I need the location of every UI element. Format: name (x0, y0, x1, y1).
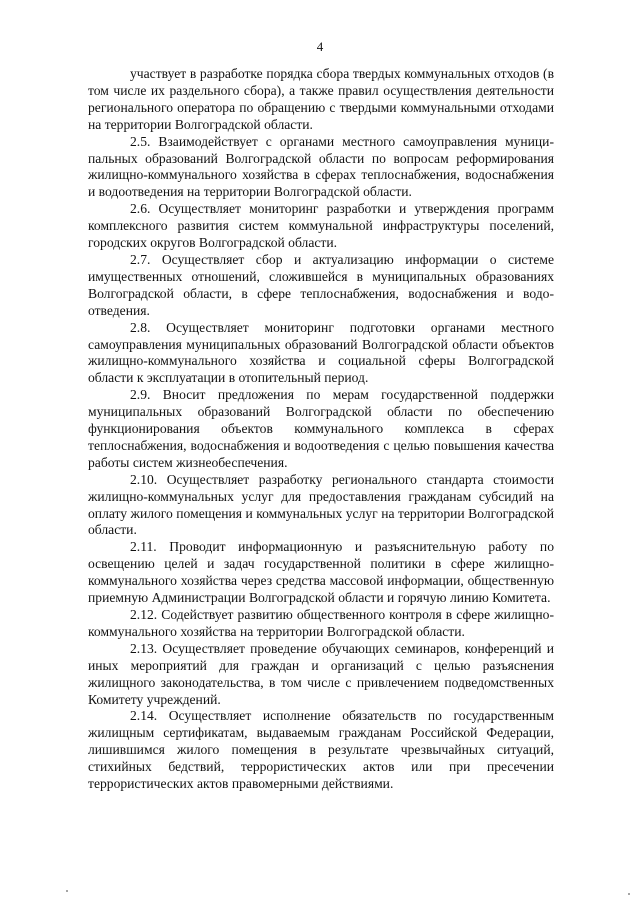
scan-speck (66, 890, 68, 892)
paragraph-2-6: 2.6. Осуществляет мониторинг разработки и утверждения программ комплексного развития систем коммунальной инфраструктуры поселений, городских округов Волгоградской области. (88, 201, 554, 251)
document-body (88, 66, 554, 793)
paragraph-2-7: 2.7. Осуществляет сбор и актуализацию информации о системе имущественных отношений, сложившейся в муниципальных образованиях Волгоградской области, в сфере теплоснабжения, водоснабжения и водоотведения. (88, 251, 554, 318)
paragraph-2-8: 2.8. Осуществляет мониторинг подготовки органами местного самоуправления муниципальных образований Волгоградской области объектов жилищно-коммунального хозяйства и социальной сферы Волгоградской области к эксплуатации в отопительный период. (88, 319, 554, 386)
paragraph-2-13: 2.13. Осуществляет проведение обучающих семинаров, конференций и иных мероприятий для граждан и организаций с целью разъяснения жилищного законодательства, в том числе с привлечением подведомственных Комитету учреждений. (88, 640, 554, 707)
paragraph-2-14: 2.14. Осуществляет исполнение обязательств по государственным жилищным сертификатам, выдаваемым гражданам Российской Федерации, лишившимся жилого помещения в результате чрезвычайных ситуаций, стихийных бедствий, террористических актов или при пресечении террористических актов правомерными действиями. (88, 708, 554, 792)
scan-speck (628, 893, 630, 895)
page-number: 4 (316, 39, 324, 54)
paragraph-2-10: 2.10. Осуществляет разработку регионального стандарта стоимости жилищно-коммунальных услуг для предоставления гражданам субсидий на оплату жилого помещения и коммунальных услуг на территории Волгоградской области. (88, 471, 554, 538)
paragraph-2-12: 2.12. Содействует развитию общественного контроля в сфере жилищно-коммунального хозяйства на территории Волгоградской области. (88, 607, 554, 639)
paragraph-2-5: 2.5. Взаимодействует с органами местного самоуправления муниципальных образований Волгоградской области по вопросам реформирования жилищно-коммунального хозяйства в сферах теплоснабжения, водоснабжения и водоотведения на территории Волгоградской области. (88, 133, 554, 200)
paragraph-2-9: 2.9. Вносит предложения по мерам государственной поддержки муниципальных образований Волгоградской области по обеспечению функционирования объектов коммунального комплекса в сферах теплоснабжения, водоснабжения и водоотведения с целью повышения качества работы систем жизнеобеспечения. (88, 387, 554, 470)
paragraph-continuation: участвует в разработке порядка сбора твердых коммунальных отходов (в том числе их раздельного сбора), а также правил осуществления деятельности регионального оператора по обращению с твердыми коммунальными отходами на территории Волгоградской области. (88, 66, 554, 132)
paragraph-2-11: 2.11. Проводит информационную и разъяснительную работу по освещению целей и задач государственной политики в сфере жилищно-коммунального хозяйства через средства массовой информации, общественную приемную Администрации Волгоградской области и горячую линию Комитета. (88, 539, 554, 606)
